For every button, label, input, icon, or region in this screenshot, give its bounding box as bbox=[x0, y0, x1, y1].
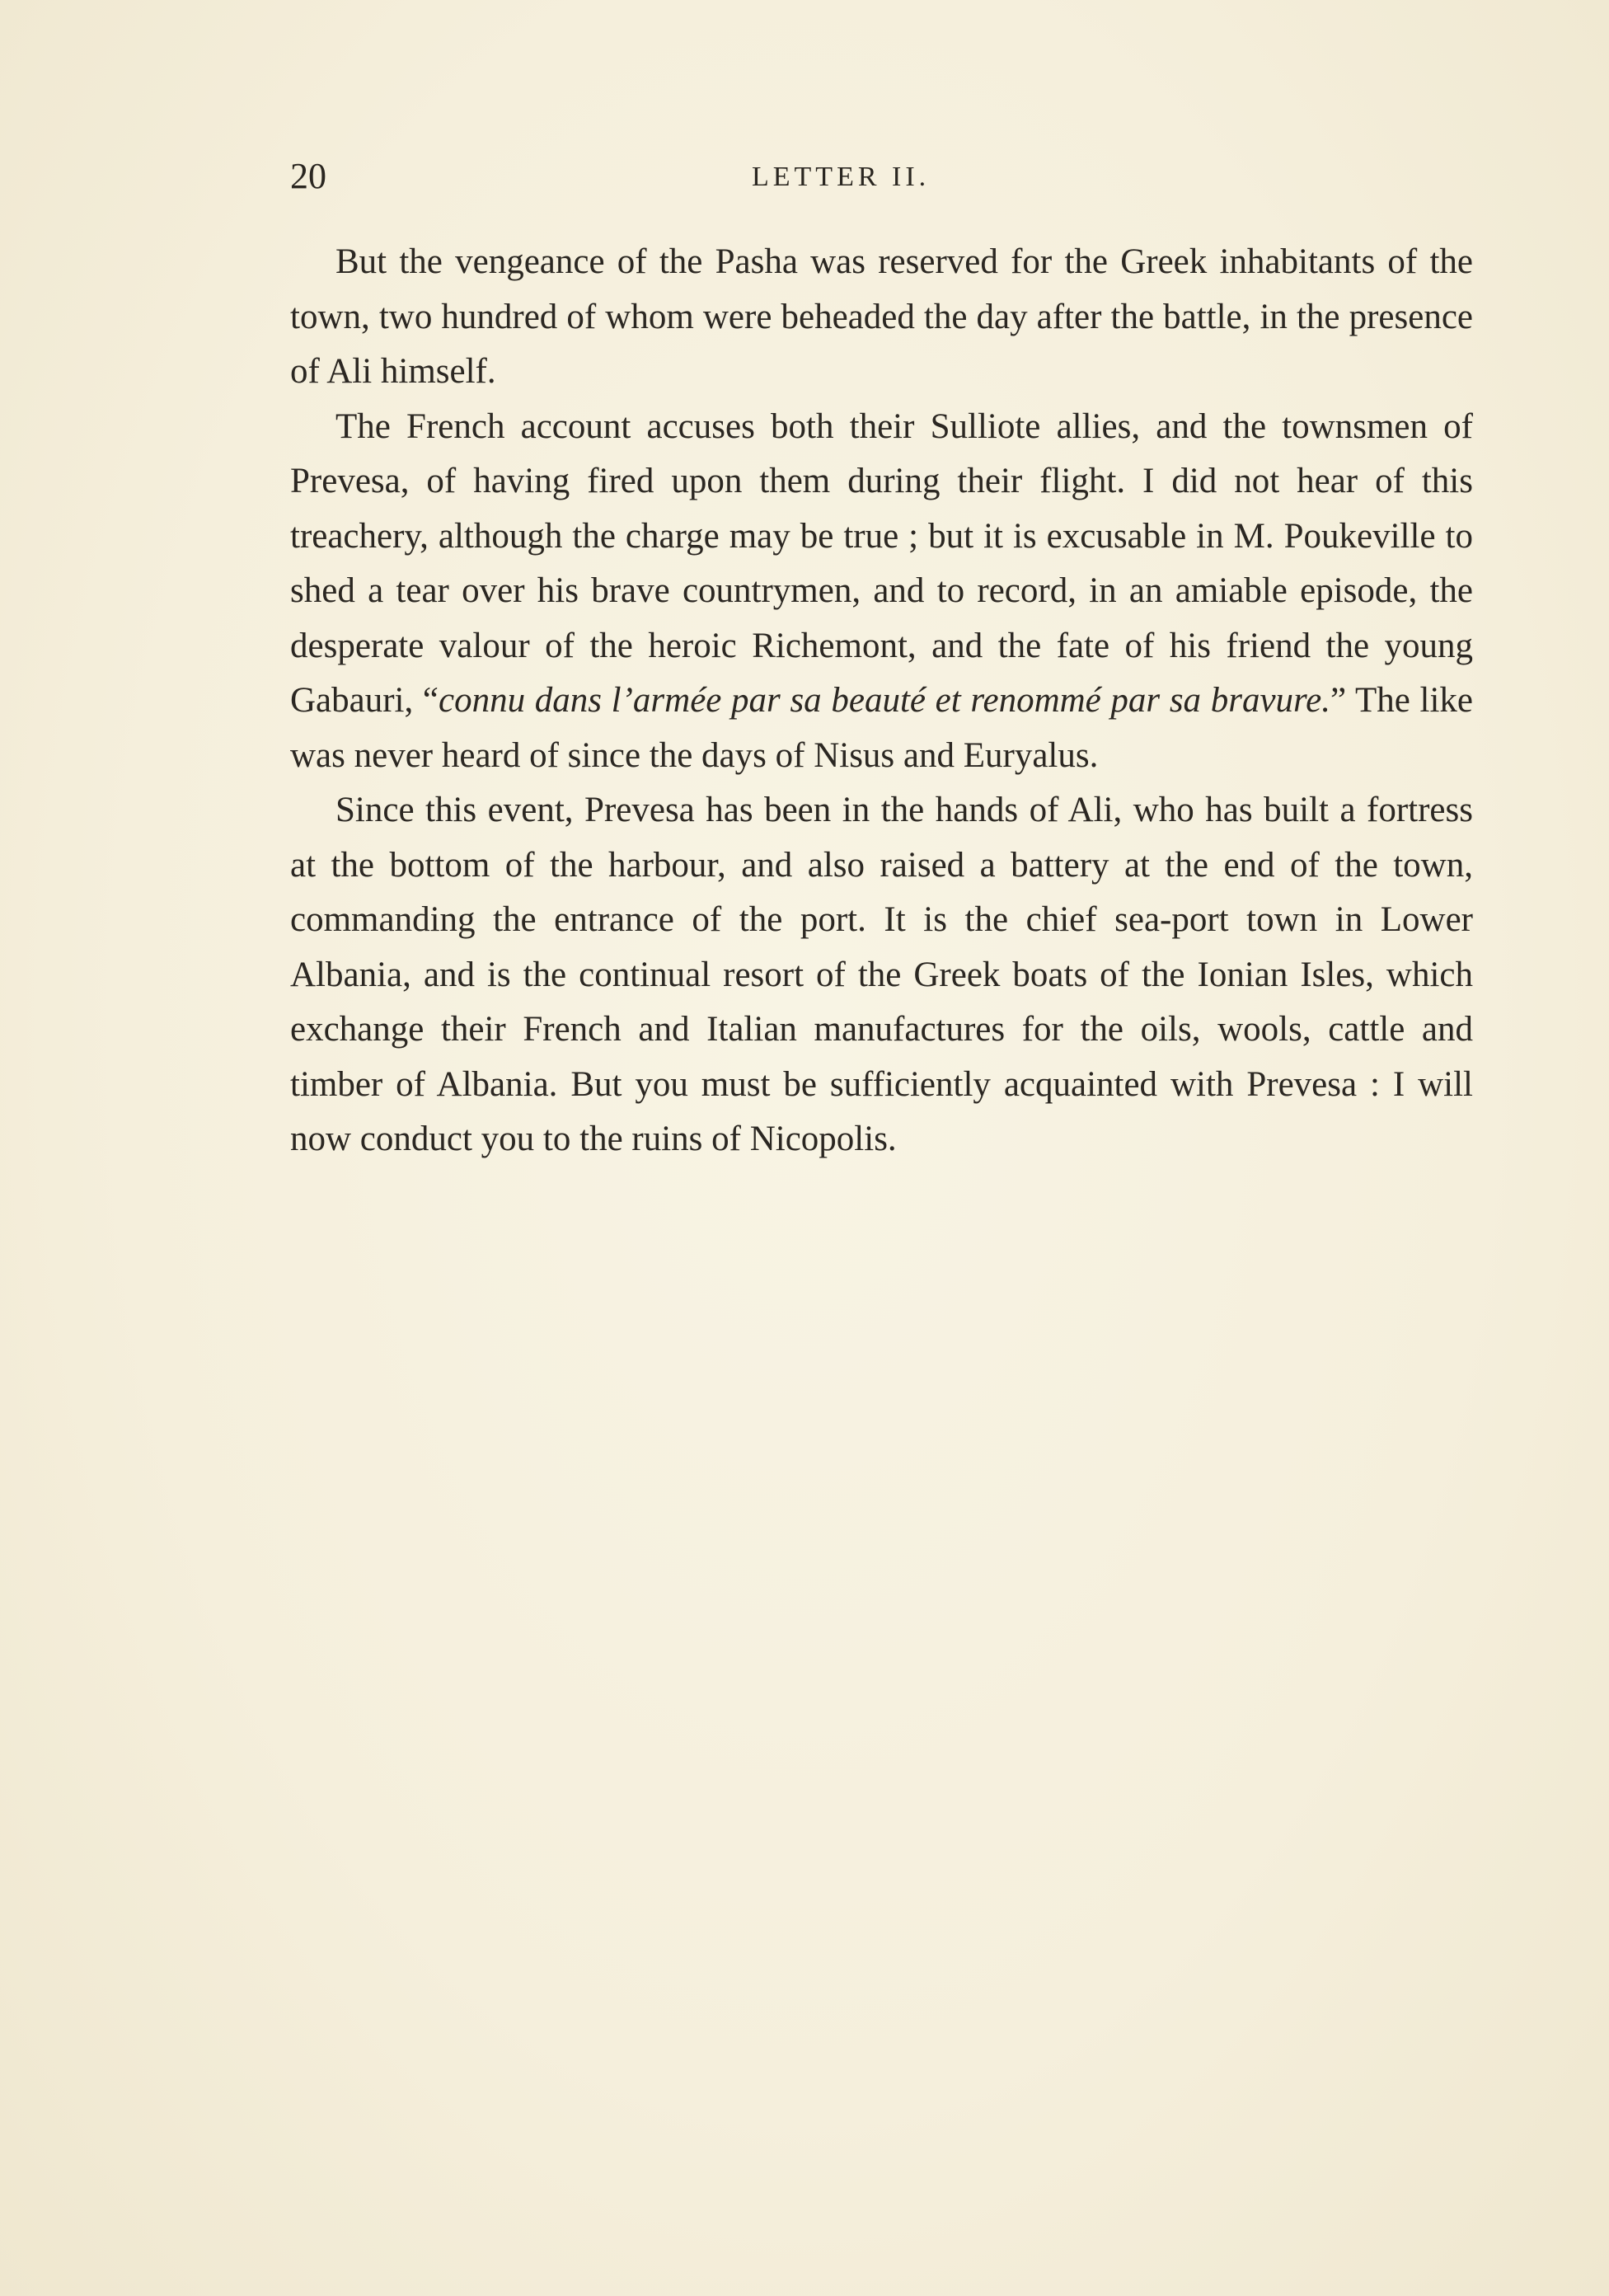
paragraph-2-ending: ” The like was never heard of since the days of Nisus and Euryalus. bbox=[290, 681, 1474, 775]
running-head: LETTER II. bbox=[752, 162, 931, 192]
page-number: 20 bbox=[290, 156, 326, 196]
paragraph-2 bbox=[290, 400, 1473, 784]
body-text bbox=[290, 235, 1473, 1167]
page-header bbox=[290, 155, 1494, 204]
paragraph-3: Since this event, Prevesa has been in the hands of Ali, who has built a fortress at the bottom of the harbour, and also raised a battery at the end of the town, commanding the entrance of the port. It is the chief sea-port town in Lower Albania, and is the continual resort of the Greek boats of the Ionian Isles, which exchange their French and Italian manufactures for the oils, wools, cattle and timber of Albania. But you must be sufficiently acquainted with Prevesa : I will now conduct you to the ruins of Nicopolis. bbox=[290, 791, 1473, 1158]
paragraph-1: But the vengeance of the Pasha was reserved for the Greek inhabitants of the town, two hundred of whom were beheaded the day after the battle, in the presence of Ali himself. bbox=[290, 242, 1473, 391]
paragraph-2-text: The French account accuses both their Sulliote allies, and the townsmen of Prevesa, of having fired upon them during their flight. I did not hear of this treachery, although the charge may be true ; but it is excusable in M. Poukeville to shed a tear over his brave countrymen, and to record, in an amiable episode, the desperate valour of the heroic Richemont, and the fate of his friend the young Gabauri, “ bbox=[290, 406, 1473, 720]
french-quote: connu dans l’armée par sa beauté et renommé par sa bravure. bbox=[439, 681, 1331, 720]
